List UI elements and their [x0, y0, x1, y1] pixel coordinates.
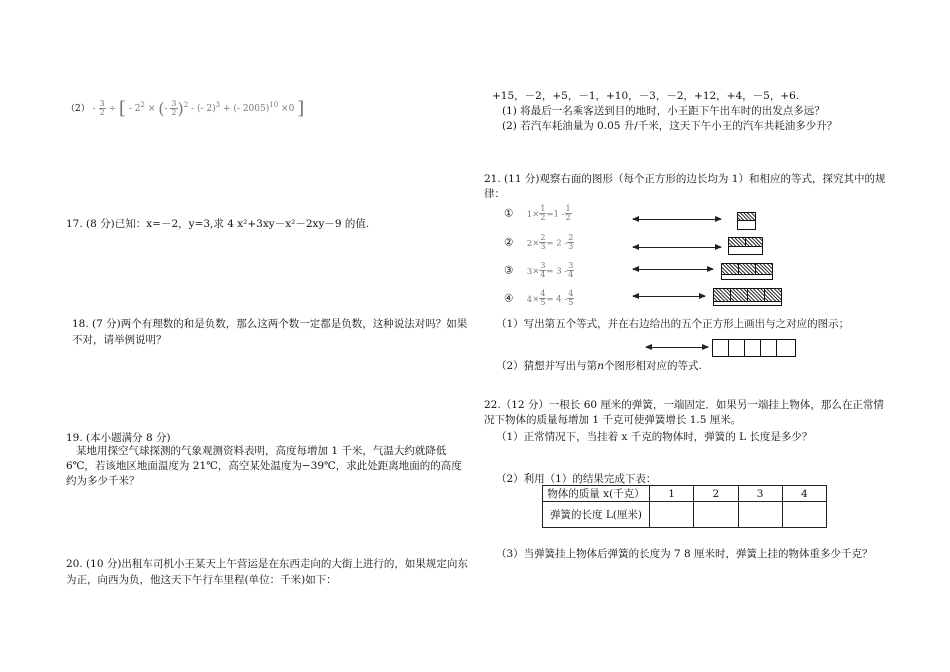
question-20-part1: (1) 将最后一名乘客送到目的地时，小王距下午出车时的出发点多远？ — [502, 105, 825, 117]
question-20-part2: (2) 若汽车耗油量为 0.05 升/千米，这天下午小王的汽车共耗油多少升？ — [502, 120, 838, 132]
table-answer-cell[interactable] — [694, 502, 738, 528]
table-answer-cell[interactable] — [782, 502, 826, 528]
question-19-title: 19. (本小题满分 8 分) — [66, 432, 171, 444]
question-17: 17. (8 分)已知：x=－2，y=3,求 4 x²+3xy－x²－2xy－9 的值. — [66, 218, 370, 230]
question-20-data: +15，－2，+5，－1，+10，－3，－2，+12，+4，－5，+6. — [492, 90, 800, 102]
equation-4: ④ 4× $\frac{4}{5}$ = 4 - $\frac{4}{5}$ — [504, 289, 574, 307]
question-22-part1: （1）正常情况下，当挂着 x 千克的物体时，弹簧的 L 长度是多少？ — [496, 431, 813, 443]
question-22-part3: （3）当弹簧挂上物体后弹簧的长度为 7 8 厘米时，弹簧上挂的物体重多少千克？ — [496, 548, 873, 560]
table-cell: 1 — [650, 486, 694, 502]
equation-1: ① 1× $\frac{1}{2}$ =1 - $\frac{1}{2}$ — [504, 204, 571, 222]
equation-2: ② 2× $\frac{2}{3}$ = 2 - $\frac{2}{3}$ — [504, 233, 574, 251]
table-cell: 4 — [782, 486, 826, 502]
q16-label: （2） — [66, 104, 90, 114]
spring-table — [542, 485, 827, 528]
table-cell: 2 — [694, 486, 738, 502]
fraction: $\frac{3}{2}$ — [171, 99, 177, 117]
question-21-part2: （2）猜想并写出与第n个图形相对应的等式. — [496, 360, 702, 372]
double-arrow-icon — [646, 347, 708, 348]
circled-number-4: ④ — [504, 292, 514, 305]
q16-part2-expression: （2） - $\frac{3}{2}$ ÷ [ - $2^2$ × (- $\frac{3}{2}$ )$^2$ - (- 2)$^3$ + (- 2005)$^{10}$ ×0 ] — [66, 98, 305, 119]
fraction: $\frac{3}{2}$ — [99, 99, 105, 117]
circled-number-2: ② — [504, 236, 514, 249]
double-arrow-icon — [633, 296, 705, 297]
double-arrow-icon — [633, 219, 721, 220]
circled-number-3: ③ — [504, 264, 514, 277]
table-answer-cell[interactable] — [738, 502, 782, 528]
question-21-part1: （1）写出第五个等式，并在右边给出的五个正方形上画出与之对应的图示； — [496, 318, 850, 330]
circled-number-1: ① — [504, 207, 514, 220]
double-arrow-icon — [633, 247, 721, 248]
table-answer-cell[interactable] — [650, 502, 694, 528]
question-18: 18. (7 分)两个有理数的和是负数，那么这两个数一定都是负数，这种说法对吗？如果不对，请举例说明？ — [72, 318, 468, 346]
equation-3: ③ 3× $\frac{3}{4}$ = 3 - $\frac{3}{4}$ — [504, 261, 574, 279]
table-cell: 3 — [738, 486, 782, 502]
question-19-body: 某地用探空气球探测的气象观测资料表明，高度每增加 1 千米，气温大约就降低 6℃，若该地区地面温度为 21℃，高空某处温度为−39℃，求此处距离地面的的高度约为多少千米？ — [66, 445, 462, 487]
question-22-heading: 22.（12 分）一根长 60 厘米的弹簧，一端固定．如果另一端挂上物体，那么在正常情况下物体的质量每增加 1 千克可使弹簧增长 1.5 厘米。 — [484, 399, 884, 426]
question-22-part2: （2）利用（1）的结果完成下表： — [496, 473, 657, 485]
question-20: 20. (10 分)出租车司机小王某天上午营运是在东西走向的大街上进行的，如果规定向东为正，向西为负，他这天下午行车里程(单位：千米)如下： — [66, 558, 468, 586]
double-arrow-icon — [633, 269, 713, 270]
table-row-header-mass: 物体的质量 x(千克） — [543, 486, 650, 502]
question-21-heading: 21. (11 分)观察右面的图形（每个正方形的边长均为 1）和相应的等式，探究其中的规律： — [484, 173, 886, 200]
table-row-header-length: 弹簧的长度 L(厘米) — [543, 502, 650, 528]
